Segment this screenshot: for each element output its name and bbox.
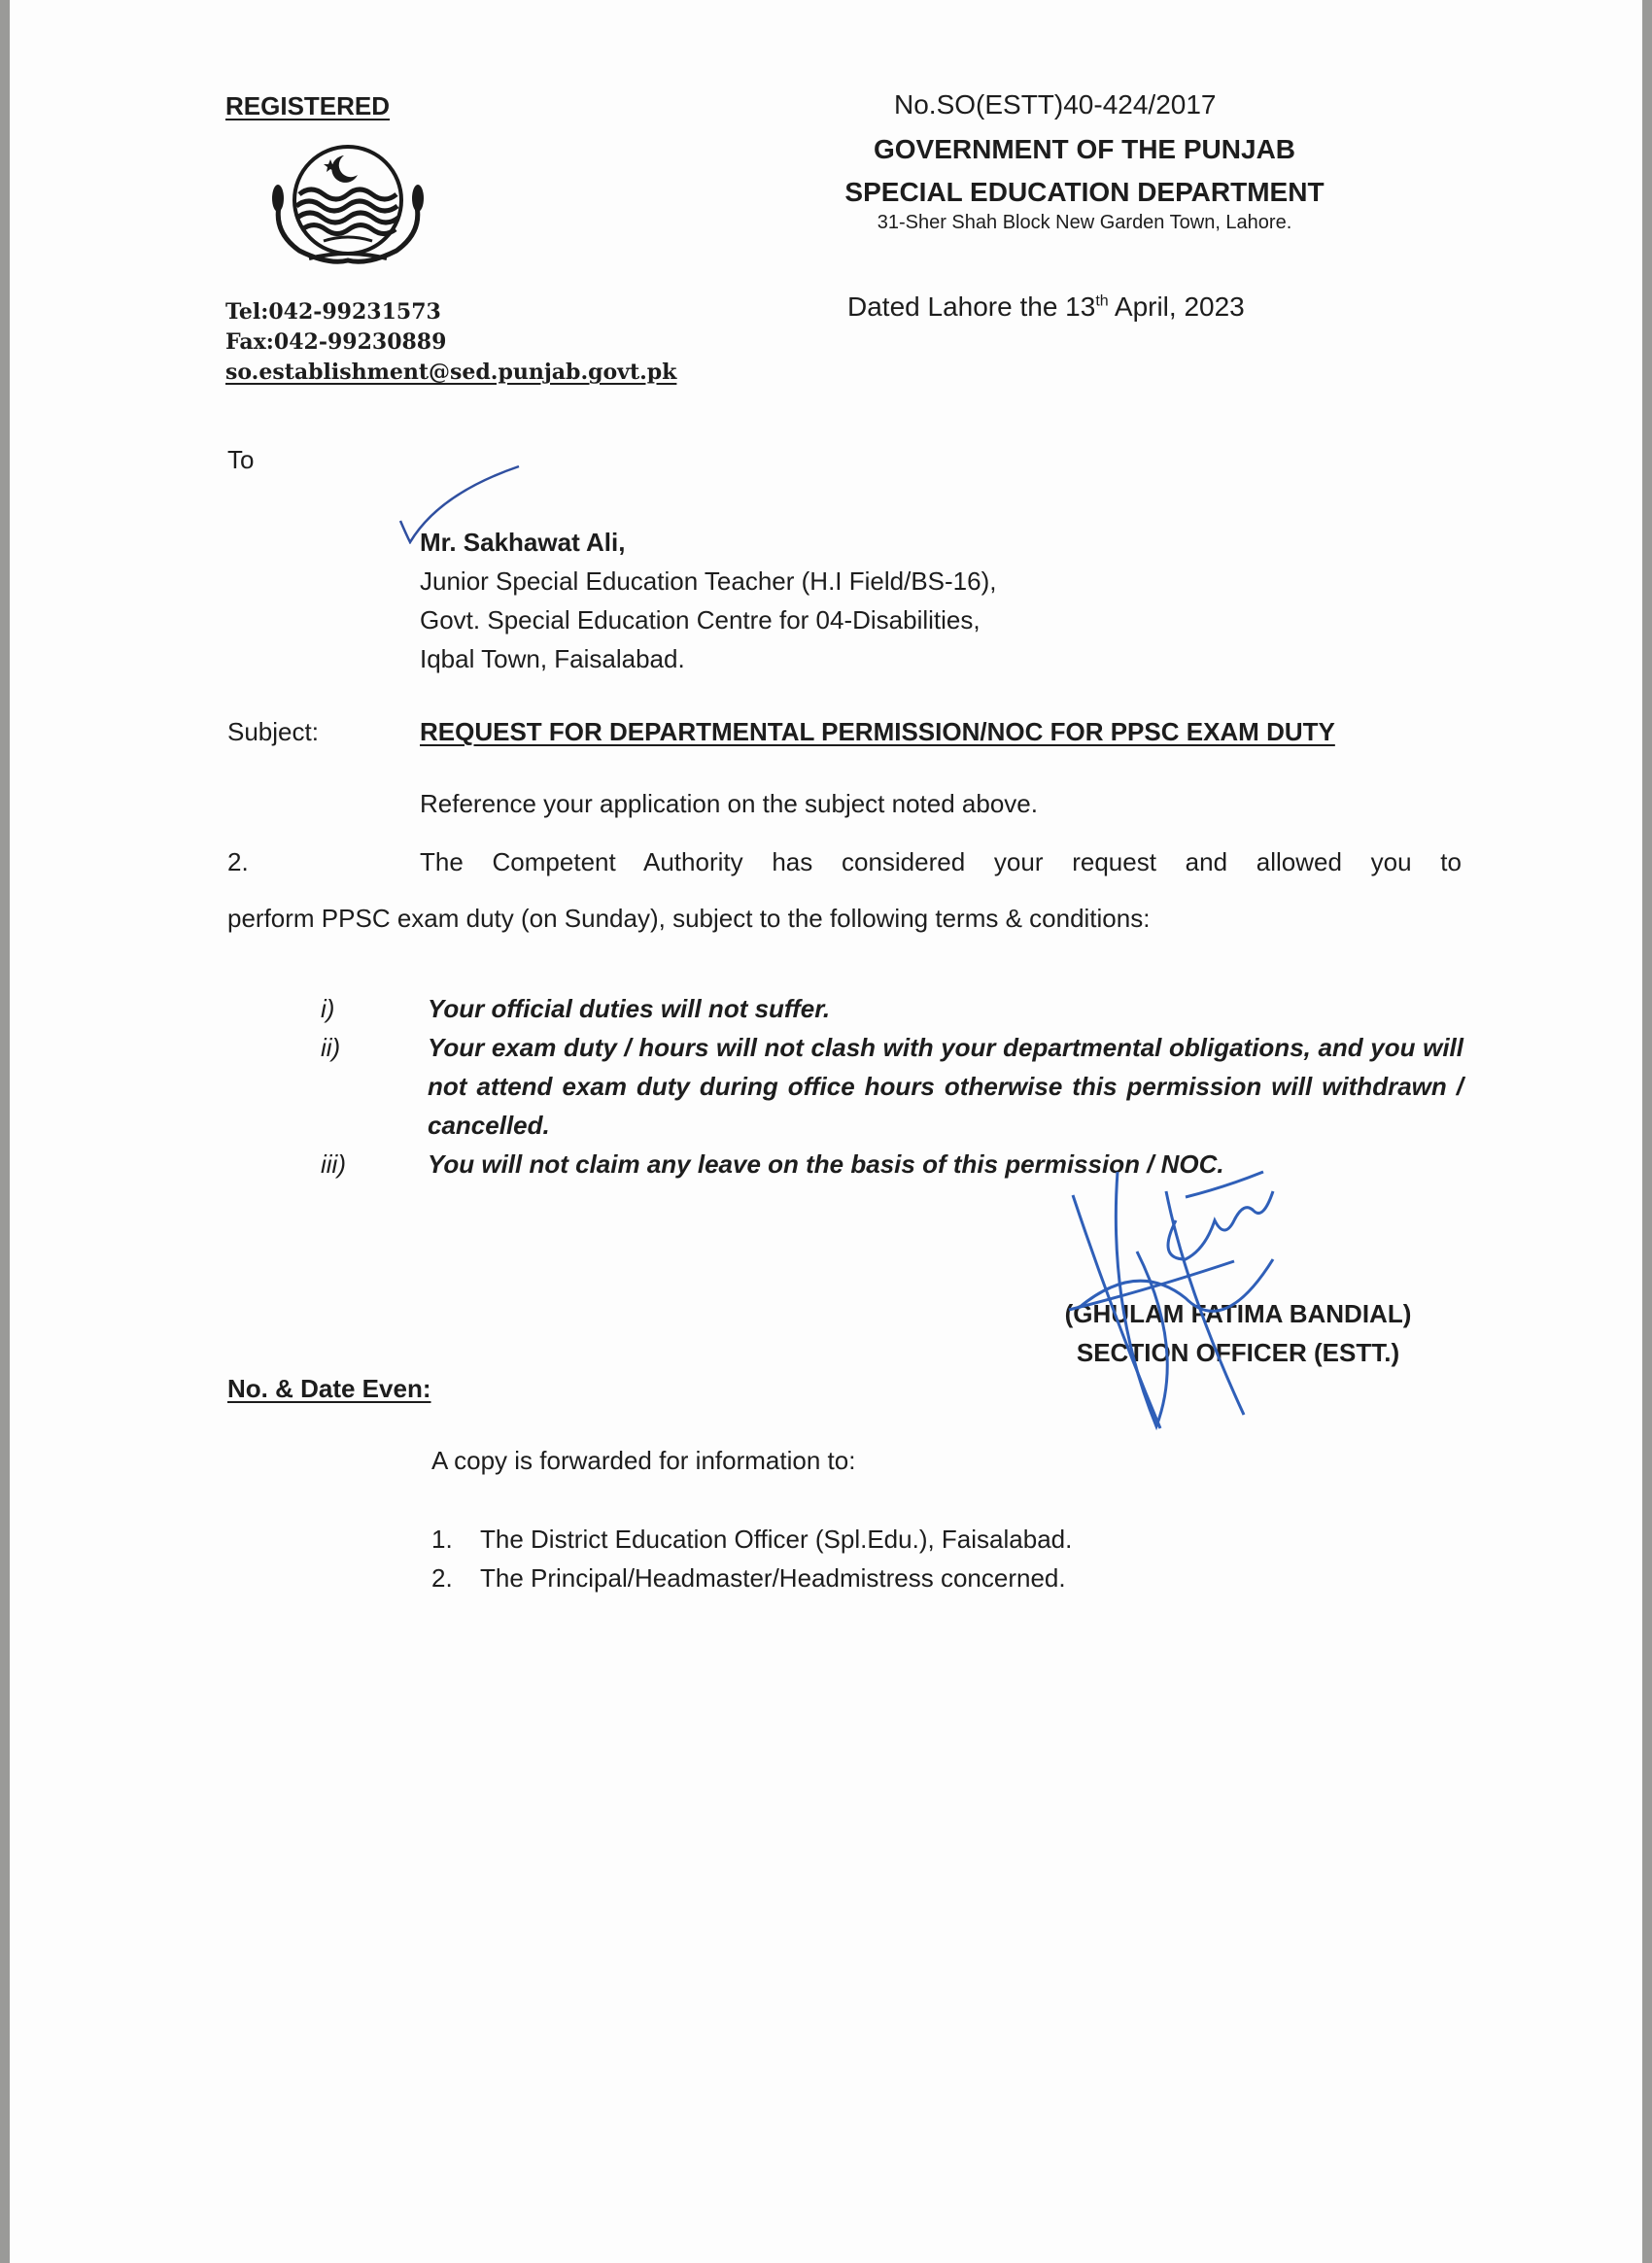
recipient-line: Iqbal Town, Faisalabad. — [420, 644, 685, 673]
condition-text: You will not claim any leave on the basis of this permission / NOC. — [428, 1149, 1224, 1179]
conditions-list — [321, 989, 1463, 1183]
department-address: 31-Sher Shah Block New Garden Town, Lahore. — [877, 212, 1292, 233]
paragraph-2-line-2: perform PPSC exam duty (on Sunday), subject to the following terms & conditions: — [227, 904, 1151, 933]
condition-item — [321, 989, 1463, 1028]
reference-paragraph: Reference your application on the subject noted above. — [420, 789, 1038, 818]
reference-number: No.SO(ESTT)40-424/2017 — [894, 89, 1217, 120]
condition-number: i) — [321, 994, 335, 1023]
signature-icon — [1059, 1162, 1312, 1434]
condition-text: Your exam duty / hours will not clash with your departmental obligations, and you will not attend exam duty during office hours otherwise this permission will withdrawn / cancelled. — [428, 1033, 1463, 1140]
email-link[interactable]: so.establishment@sed.punjab.govt.pk — [225, 360, 677, 385]
copy-item: 2. The Principal/Headmaster/Headmistress concerned. — [431, 1563, 1066, 1593]
department-name: SPECIAL EDUCATION DEPARTMENT — [844, 177, 1325, 207]
paragraph-2-line-1: The Competent Authority has considered your request and allowed you to — [420, 847, 1462, 876]
copy-item: 1. The District Education Officer (Spl.Edu.), Faisalabad. — [431, 1525, 1073, 1554]
fax-number: Fax:042-99230889 — [225, 329, 447, 355]
condition-number: ii) — [321, 1033, 341, 1062]
condition-number: iii) — [321, 1149, 346, 1179]
contact-block — [225, 297, 676, 388]
registered-label: REGISTERED — [225, 91, 391, 120]
subject-label: Subject: — [227, 717, 319, 746]
punjab-emblem-icon — [251, 144, 445, 268]
signatory-designation: SECTION OFFICER (ESTT.) — [1076, 1338, 1400, 1367]
copy-intro: A copy is forwarded for information to: — [431, 1446, 856, 1475]
government-name: GOVERNMENT OF THE PUNJAB — [873, 134, 1296, 164]
letter-date: Dated Lahore the 13th April, 2023 — [847, 291, 1245, 322]
copy-heading: No. & Date Even: — [227, 1374, 431, 1403]
to-label: To — [227, 445, 255, 474]
recipient-name: Mr. Sakhawat Ali, — [420, 528, 626, 557]
recipient-line: Govt. Special Education Centre for 04-Disabilities, — [420, 605, 981, 634]
tel-number: Tel:042-99231573 — [225, 299, 441, 325]
condition-item — [321, 1028, 1463, 1145]
subject-text: REQUEST FOR DEPARTMENTAL PERMISSION/NOC FOR PPSC EXAM DUTY — [420, 717, 1335, 746]
recipient-address — [420, 523, 996, 678]
recipient-line: Junior Special Education Teacher (H.I Field/BS-16), — [420, 566, 997, 596]
condition-text: Your official duties will not suffer. — [428, 994, 831, 1023]
copy-recipients-list — [431, 1520, 1072, 1597]
government-heading — [812, 128, 1357, 214]
paragraph-number: 2. — [227, 847, 249, 876]
letter-page — [10, 0, 1642, 2263]
signatory-name: (GHULAM FATIMA BANDIAL) — [1064, 1299, 1412, 1328]
